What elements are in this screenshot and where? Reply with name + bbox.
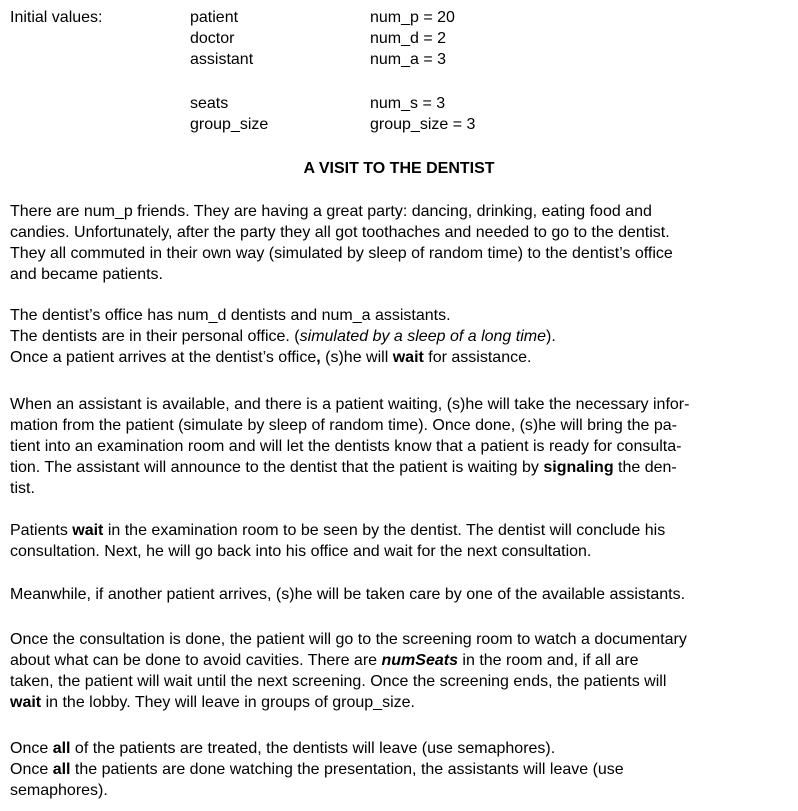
text-segment: The dentists are in their personal office. (: [10, 328, 300, 345]
text-line: [10, 520, 790, 541]
bold-text: wait: [392, 349, 424, 366]
bold-italic-text: numSeats: [381, 652, 458, 669]
text-segment: Once: [10, 761, 53, 778]
text-line: [10, 457, 790, 478]
text-segment: for assistance.: [423, 349, 532, 366]
text-line: candies. Unfortunately, after the party they all got toothaches and needed to go to the dentist.: [10, 224, 670, 241]
text-line: When an assistant is available, and there is a patient waiting, (s)he will take the necessary infor-: [10, 396, 690, 413]
paragraph-intro: [10, 201, 790, 285]
bold-text: all: [52, 761, 71, 778]
text-line: [10, 738, 790, 759]
text-line: [10, 759, 790, 780]
var-name-doctor: doctor: [190, 30, 235, 47]
text-line: The dentist’s office has num_d dentists and num_a assistants.: [10, 307, 451, 324]
text-line: There are num_p friends. They are having a great party: dancing, drinking, eating food and: [10, 203, 652, 220]
text-line: [10, 326, 790, 347]
text-line: [10, 347, 790, 368]
bold-text: signaling: [543, 459, 614, 476]
text-segment: tion. The assistant will announce to the dentist that the patient is waiting by: [10, 459, 544, 476]
text-line: tist.: [10, 480, 35, 497]
var-name-group-size: group_size: [190, 116, 269, 133]
bold-text: wait: [72, 522, 104, 539]
text-segment: (s)he will: [320, 349, 393, 366]
paragraph-assistant: [10, 394, 790, 499]
var-name-patient: patient: [190, 9, 239, 26]
var-value-patient: num_p = 20: [370, 9, 455, 26]
text-segment: Once: [10, 740, 53, 757]
text-segment: in the lobby. They will leave in groups of group_size.: [41, 694, 415, 711]
initial-values-label: Initial values:: [10, 9, 103, 26]
var-value-assistant: num_a = 3: [370, 51, 447, 68]
text-line: semaphores).: [10, 782, 108, 799]
text-line: Once the consultation is done, the patient will go to the screening room to watch a documentary: [10, 631, 687, 648]
text-segment: Once a patient arrives at the dentist’s office: [10, 349, 317, 366]
text-segment: of the patients are treated, the dentists will leave (use semaphores).: [70, 740, 556, 757]
paragraph-office: [10, 305, 790, 368]
bold-text: ,: [316, 349, 321, 366]
text-line: consultation. Next, he will go back into his office and wait for the next consultation.: [10, 543, 592, 560]
paragraph-leaving: [10, 738, 790, 801]
text-segment: the den-: [613, 459, 677, 476]
bold-text: wait: [10, 694, 42, 711]
text-line: [10, 692, 790, 713]
var-value-seats: num_s = 3: [370, 95, 446, 112]
text-line: They all commuted in their own way (simulated by sleep of random time) to the dentist’s office: [10, 245, 673, 262]
bold-text: all: [52, 740, 71, 757]
text-segment: Patients: [10, 522, 73, 539]
text-segment: about what can be done to avoid cavities. There are: [10, 652, 382, 669]
paragraph-examination: [10, 520, 790, 562]
text-segment: the patients are done watching the presentation, the assistants will leave (use: [70, 761, 624, 778]
italic-text: simulated by a sleep of a long time: [299, 328, 546, 345]
text-segment: in the room and, if all are: [457, 652, 639, 669]
var-name-assistant: assistant: [190, 51, 254, 68]
document-title: A VISIT TO THE DENTIST: [303, 160, 495, 177]
text-segment: in the examination room to be seen by the dentist. The dentist will conclude his: [103, 522, 666, 539]
text-segment: ).: [546, 328, 556, 345]
var-value-group-size: group_size = 3: [370, 116, 476, 133]
text-line: tient into an examination room and will let the dentists know that a patient is ready for consulta-: [10, 438, 682, 455]
var-name-seats: seats: [190, 95, 229, 112]
paragraph-screening: [10, 629, 790, 713]
text-line: [10, 650, 790, 671]
text-line: and became patients.: [10, 266, 163, 283]
text-line: mation from the patient (simulate by sleep of random time). Once done, (s)he will bring the pa-: [10, 417, 677, 434]
text-line: taken, the patient will wait until the next screening. Once the screening ends, the patients will: [10, 673, 667, 690]
paragraph-meanwhile: [10, 584, 790, 605]
text-line: Meanwhile, if another patient arrives, (s)he will be taken care by one of the available assistants.: [10, 586, 686, 603]
var-value-doctor: num_d = 2: [370, 30, 447, 47]
